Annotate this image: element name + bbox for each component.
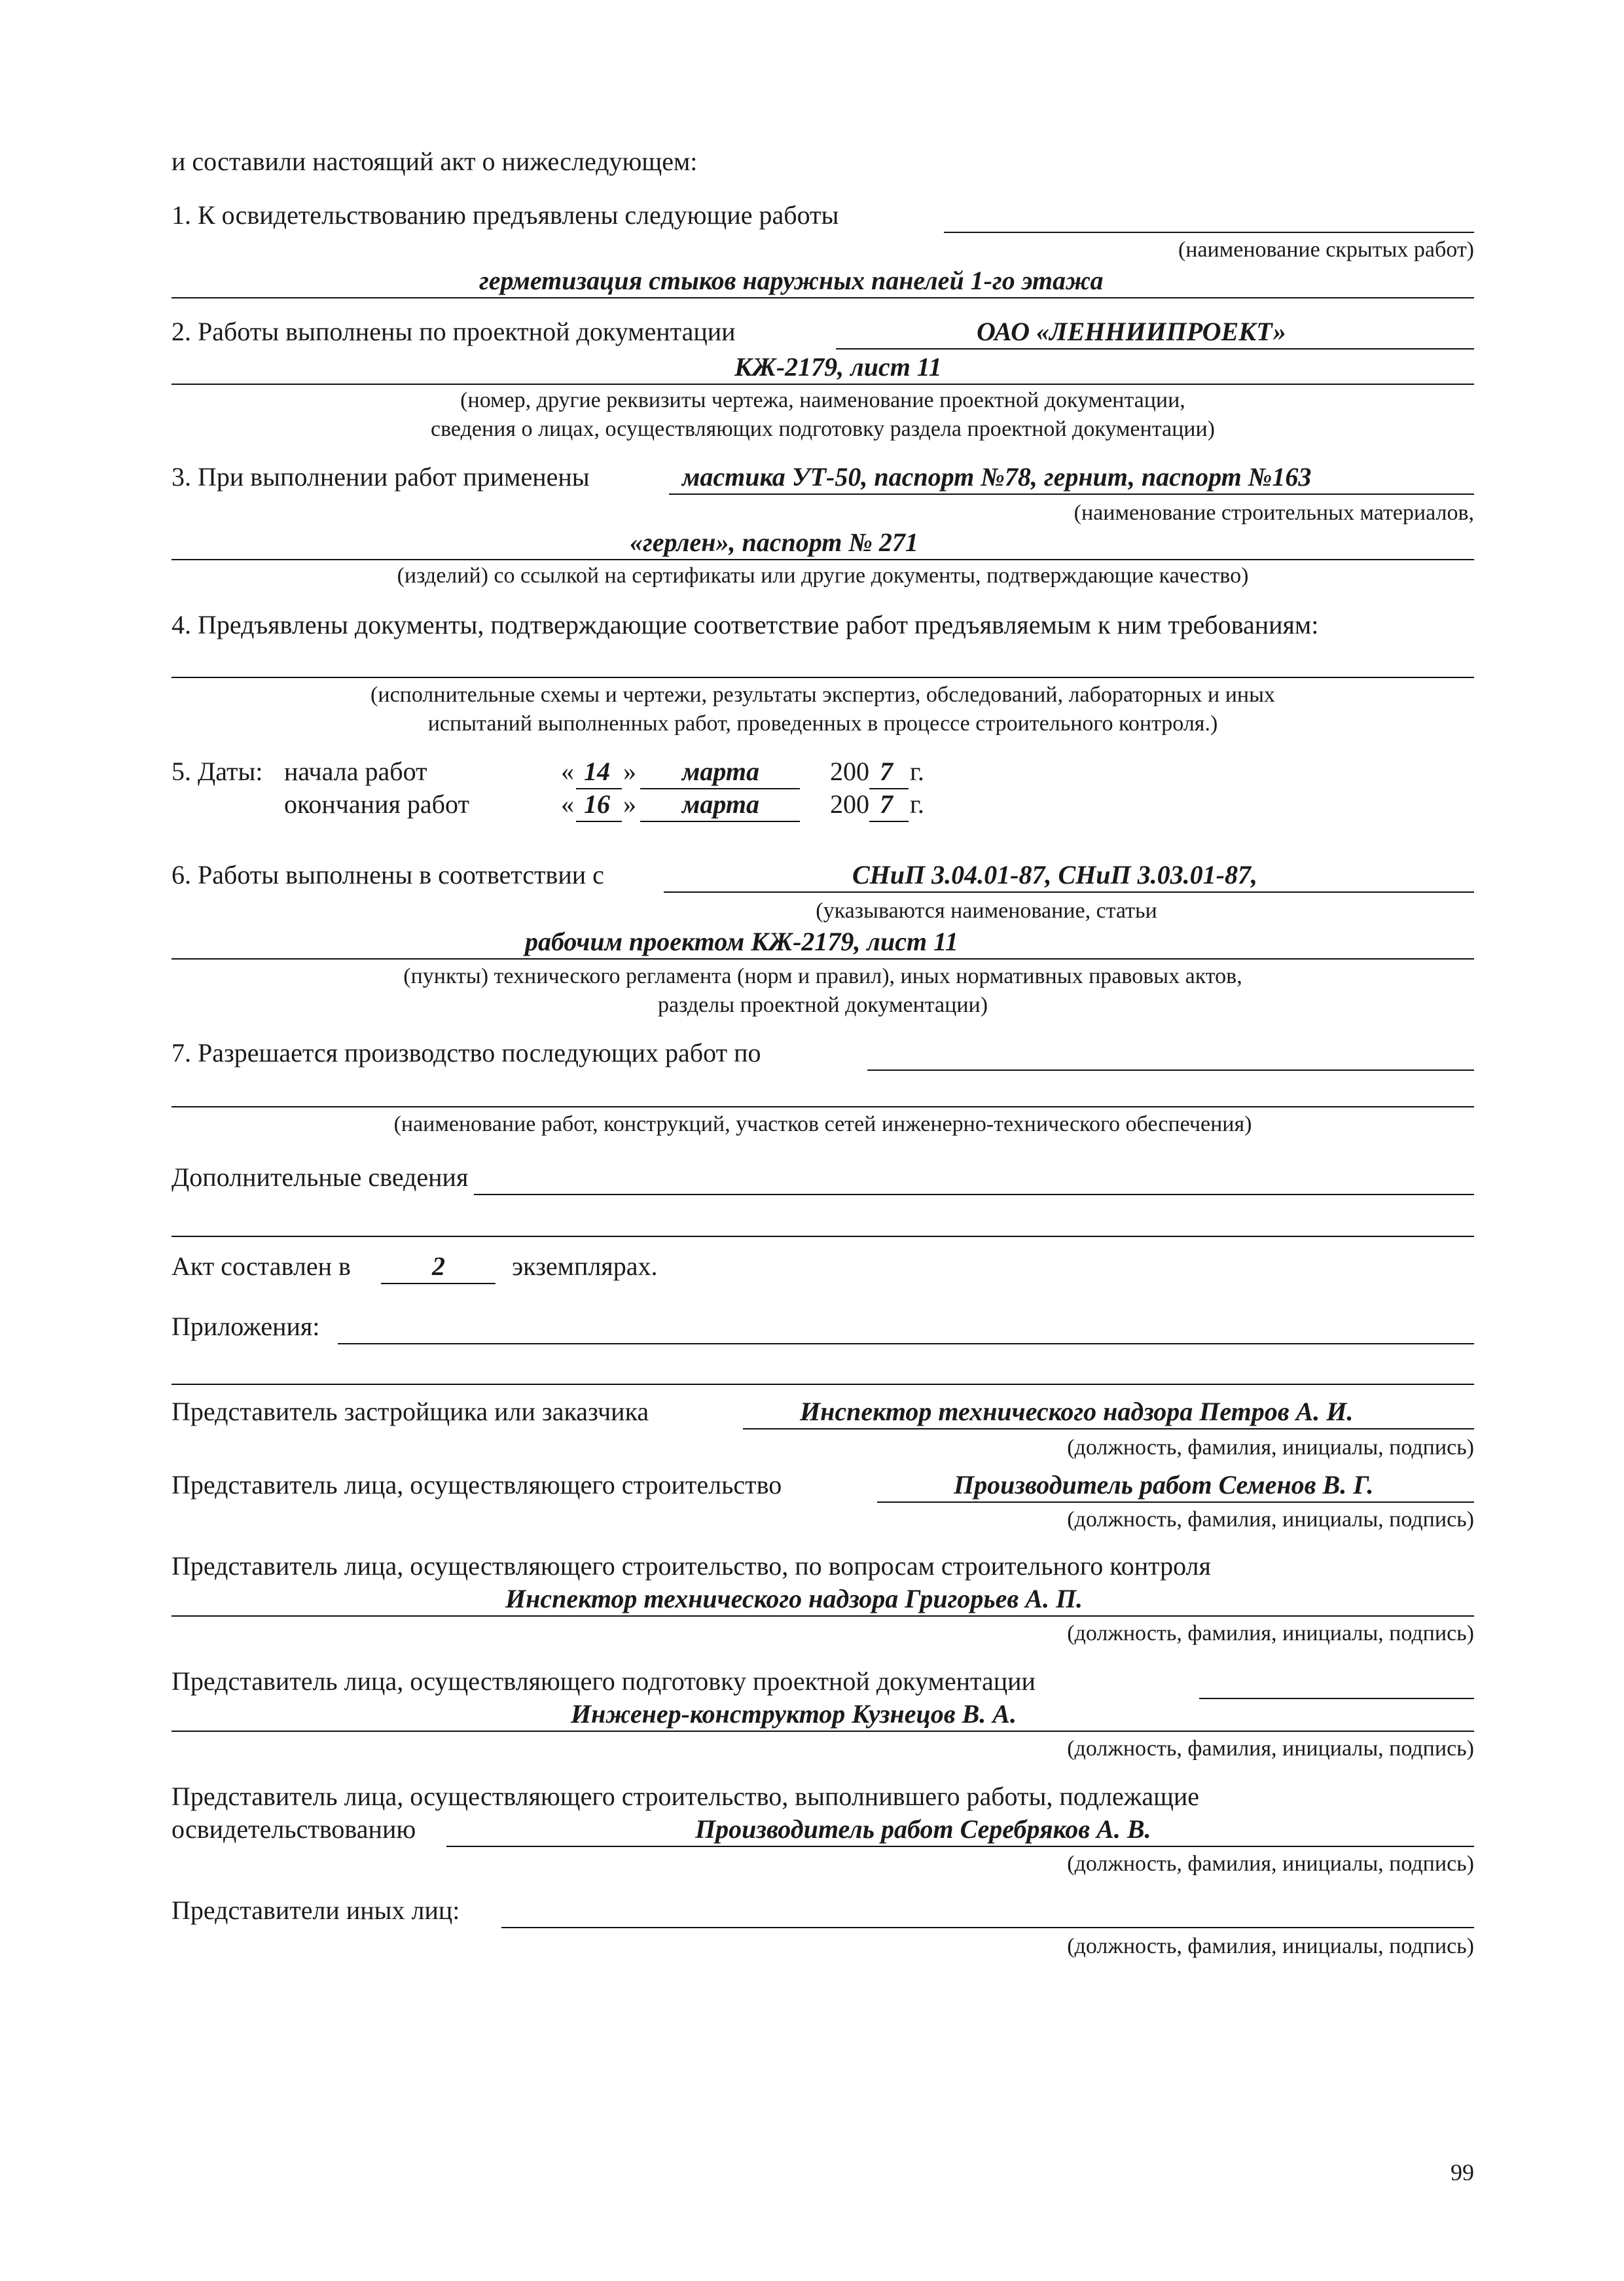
rep-executor-label-1: Представитель лица, осуществляющего строительство, выполнившего работы, подлежащие [171, 1782, 1200, 1811]
rep-executor-line-2 [171, 1810, 1474, 1847]
copies-value: 2 [432, 1251, 445, 1281]
section-6-caption-2: (пункты) технического регламента (норм и правил), иных нормативных правовых актов, [403, 964, 1242, 988]
section-5-start-line [171, 753, 1474, 789]
start-label: начала работ [284, 757, 427, 786]
section-4-caption-1: (исполнительные схемы и чертежи, результаты экспертиз, обследований, лабораторных и иных [370, 683, 1275, 707]
section-1-line [171, 196, 1474, 233]
rep-others-caption: (должность, фамилия, инициалы, подпись) [1067, 1934, 1474, 1958]
section-7-label: 7. Разрешается производство последующих работ по [171, 1038, 761, 1068]
section-7-caption: (наименование работ, конструкций, участков сетей инженерно-технического обеспечения) [393, 1112, 1252, 1136]
section-6-caption-3: разделы проектной документации) [657, 993, 988, 1017]
start-day: 14 [584, 757, 610, 786]
rep-others-blank[interactable] [501, 1890, 1474, 1928]
rep-executor-value: Производитель работ Серебряков А. В. [695, 1814, 1151, 1844]
rep-builder-caption: (должность, фамилия, инициалы, подпись) [1067, 1507, 1474, 1532]
section-3-value-2: «герлен», паспорт № 271 [630, 528, 918, 557]
intro-text: и составили настоящий акт о нижеследующем: [171, 147, 698, 176]
attachments-line-2 [171, 1348, 1474, 1385]
section-2-label: 2. Работы выполнены по проектной документации [171, 317, 736, 346]
section-5-label: 5. Даты: [171, 757, 263, 786]
section-7-blank-2[interactable] [171, 1069, 1474, 1107]
additional-blank-2[interactable] [171, 1199, 1474, 1237]
section-7-blank[interactable] [867, 1033, 1474, 1071]
section-2-line-2 [171, 348, 1474, 385]
section-2-caption-1: (номер, другие реквизиты чертежа, наименование проектной документации, [460, 388, 1185, 412]
rep-builder-value: Производитель работ Семенов В. Г. [954, 1470, 1374, 1500]
section-6-value-1: СНиП 3.04.01-87, СНиП 3.03.01-87, [852, 860, 1257, 889]
copies-line [171, 1248, 1474, 1284]
section-1-caption: (наименование скрытых работ) [1178, 238, 1474, 262]
rep-customer-caption: (должность, фамилия, инициалы, подпись) [1067, 1435, 1474, 1460]
section-2-line [171, 313, 1474, 350]
copies-label: Акт составлен в [171, 1251, 351, 1281]
start-month: марта [682, 757, 759, 786]
act-page [171, 0, 1474, 2281]
section-3-label: 3. При выполнении работ применены [171, 462, 590, 492]
section-3-value-1: мастика УТ-50, паспорт №78, гернит, паспорт №163 [682, 462, 1312, 492]
section-6-line-2 [171, 923, 1474, 960]
rep-design-caption: (должность, фамилия, инициалы, подпись) [1067, 1736, 1474, 1761]
rep-design-line-2 [171, 1695, 1474, 1732]
section-4-line [171, 606, 1474, 643]
start-year-prefix: 200 [830, 757, 869, 786]
end-month: марта [682, 789, 759, 819]
section-3-caption-2: (изделий) со ссылкой на сертификаты или другие документы, подтверждающие качество) [397, 564, 1249, 588]
end-year-digit: 7 [880, 789, 893, 819]
section-4-caption-2: испытаний выполненных работ, проведенных в процессе строительного контроля.) [427, 711, 1218, 736]
page-number: 99 [1451, 2159, 1474, 2185]
section-6-line [171, 856, 1474, 893]
end-close-quote: » [623, 789, 636, 819]
end-year-prefix: 200 [830, 789, 869, 819]
end-label: окончания работ [284, 789, 469, 819]
section-6-label: 6. Работы выполнены в соответствии с [171, 860, 604, 889]
section-3-line [171, 458, 1474, 495]
additional-line [171, 1158, 1474, 1195]
start-close-quote: » [623, 757, 636, 786]
attachments-label: Приложения: [171, 1312, 320, 1341]
rep-others-line [171, 1892, 1474, 1928]
section-6-caption-1: (указываются наименование, статьи [816, 899, 1157, 923]
section-2-value-1: ОАО «ЛЕННИИПРОЕКТ» [977, 317, 1286, 346]
section-3-caption-1: (наименование строительных материалов, [1074, 501, 1474, 525]
rep-customer-value: Инспектор технического надзора Петров А. И. [800, 1397, 1354, 1426]
end-open-quote: « [561, 789, 574, 819]
intro-line [171, 143, 1474, 179]
rep-design-label: Представитель лица, осуществляющего подготовку проектной документации [171, 1666, 1036, 1696]
section-1-label: 1. К освидетельствованию предъявлены следующие работы [171, 200, 839, 230]
additional-blank[interactable] [474, 1157, 1474, 1195]
additional-line-2 [171, 1200, 1474, 1237]
section-1-value: герметизация стыков наружных панелей 1-го этажа [479, 266, 1104, 295]
attachments-blank[interactable] [338, 1306, 1474, 1344]
end-day: 16 [584, 789, 610, 819]
section-6-value-2: рабочим проектом КЖ-2179, лист 11 [525, 927, 958, 956]
rep-design-value: Инженер-конструктор Кузнецов В. А. [571, 1699, 1017, 1729]
rep-control-value: Инспектор технического надзора Григорьев А. П. [505, 1584, 1083, 1613]
section-7-line-2 [171, 1071, 1474, 1107]
start-open-quote: « [561, 757, 574, 786]
section-7-line [171, 1034, 1474, 1071]
rep-executor-label-2: освидетельствованию [171, 1814, 416, 1844]
rep-builder-line [171, 1466, 1474, 1503]
rep-control-label: Представитель лица, осуществляющего строительство, по вопросам строительного контроля [171, 1551, 1211, 1581]
section-2-caption-2: сведения о лицах, осуществляющих подготовку раздела проектной документации) [430, 417, 1215, 441]
rep-customer-line [171, 1393, 1474, 1429]
copies-suffix: экземплярах. [512, 1251, 658, 1281]
rep-control-caption: (должность, фамилия, инициалы, подпись) [1067, 1621, 1474, 1645]
end-year-suffix: г. [910, 789, 924, 819]
rep-builder-label: Представитель лица, осуществляющего строительство [171, 1470, 782, 1500]
section-2-value-2: КЖ-2179, лист 11 [734, 352, 942, 382]
rep-executor-caption: (должность, фамилия, инициалы, подпись) [1067, 1852, 1474, 1876]
attachments-line [171, 1308, 1474, 1344]
additional-label: Дополнительные сведения [171, 1162, 469, 1192]
start-year-suffix: г. [910, 757, 924, 786]
section-5-end-line [171, 785, 1474, 822]
section-3-line-2 [171, 524, 1474, 560]
section-1-blank[interactable] [944, 195, 1474, 233]
section-4-label: 4. Предъявлены документы, подтверждающие соответствие работ предъявляемым к ним требованиям: [171, 610, 1319, 639]
attachments-blank-2[interactable] [171, 1347, 1474, 1385]
rep-customer-label: Представитель застройщика или заказчика [171, 1397, 649, 1426]
section-1-value-line [171, 262, 1474, 298]
section-4-line-2 [171, 641, 1474, 678]
rep-others-label: Представители иных лиц: [171, 1895, 460, 1925]
rep-control-line-2 [171, 1580, 1474, 1617]
section-4-blank[interactable] [171, 640, 1474, 678]
start-year-digit: 7 [880, 757, 893, 786]
